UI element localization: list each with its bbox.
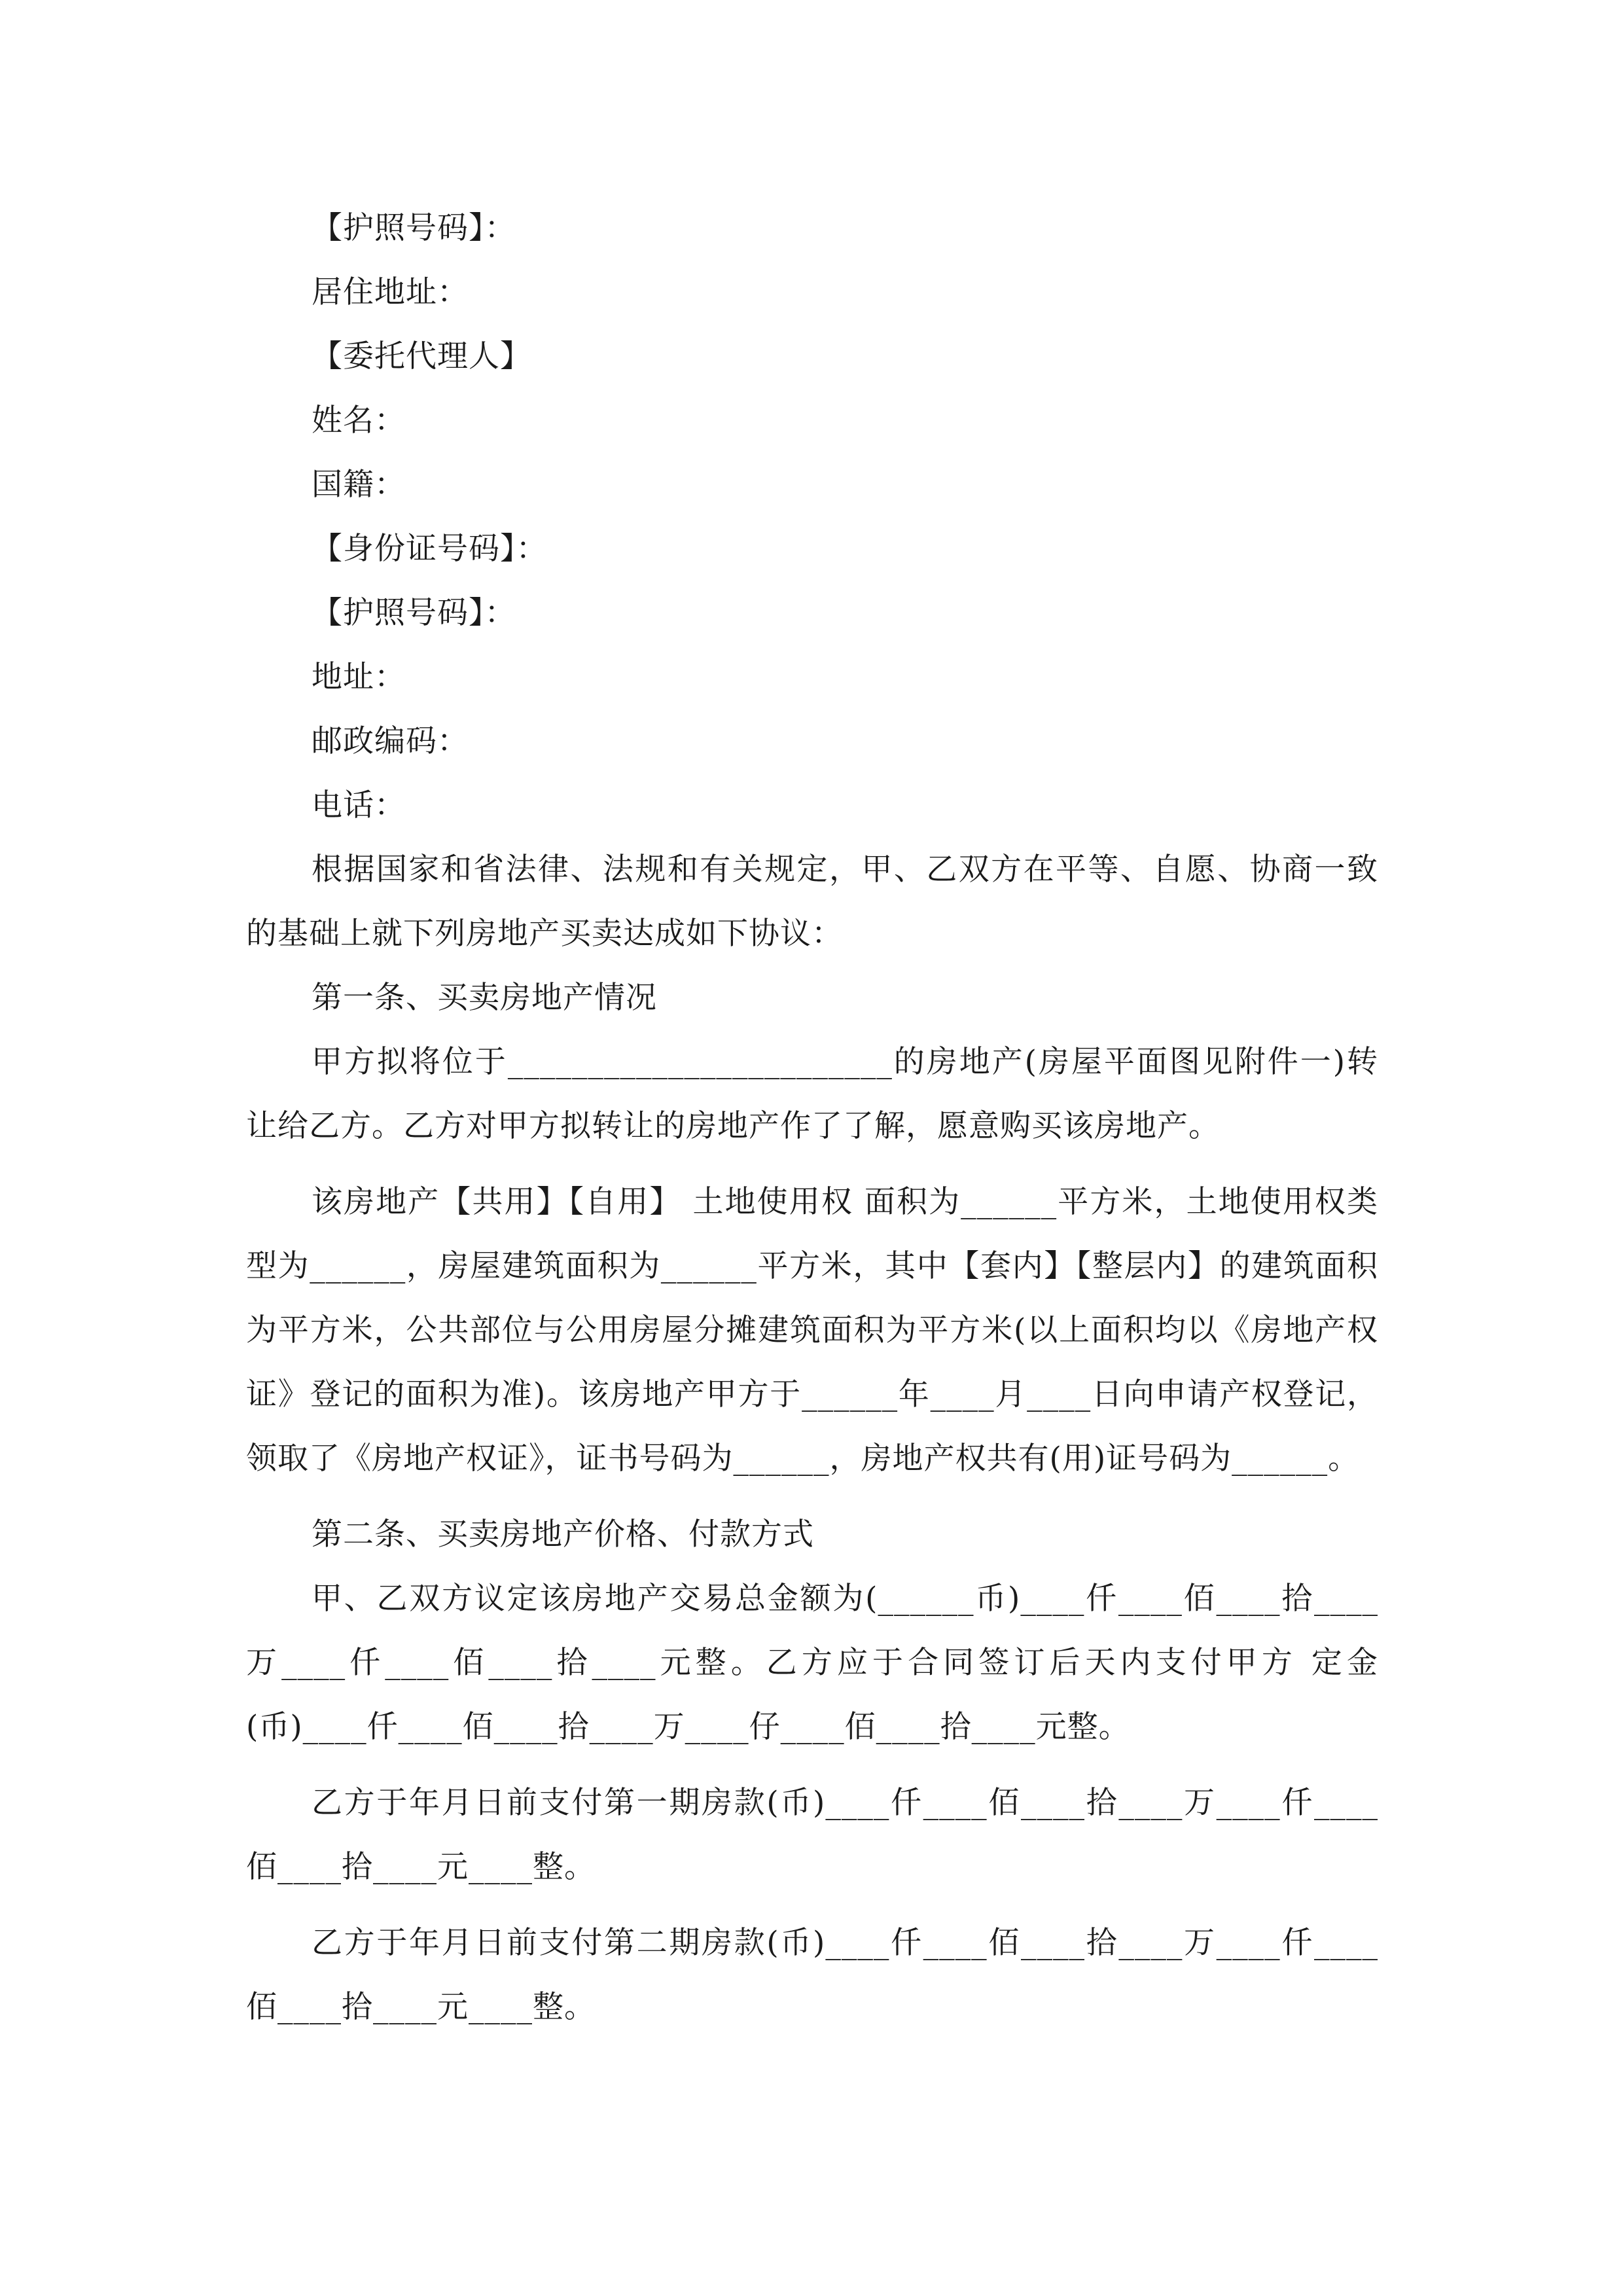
- intro-paragraph: 根据国家和省法律、法规和有关规定，甲、乙双方在平等、自愿、协商一致的基础上就下列房地产买卖达成如下协议：: [246, 852, 1378, 952]
- field-passport-number: 【护照号码】：: [312, 210, 516, 246]
- article2-heading: 第二条、买卖房地产价格、付款方式: [312, 1516, 814, 1552]
- field-nationality: 国籍：: [312, 467, 406, 503]
- article2-paragraph-3: 乙方于年月日前支付第二期房款(币)____仟____佰____拾____万____仟____佰____拾____元____整。: [246, 1925, 1378, 2025]
- field-agent-heading: 【委托代理人】: [312, 338, 531, 374]
- field-id-number: 【身份证号码】：: [312, 531, 548, 567]
- article1-paragraph-1: 甲方拟将位于________________________的房地产(房屋平面图见附件一)转让给乙方。乙方对甲方拟转让的房地产作了了解，愿意购买该房地产。: [246, 1044, 1378, 1144]
- field-phone: 电话：: [312, 787, 406, 823]
- field-residence-address: 居住地址：: [312, 274, 469, 310]
- document-body: [246, 196, 1378, 2039]
- field-address: 地址：: [312, 659, 406, 695]
- article1-heading: 第一条、买卖房地产情况: [312, 980, 657, 1016]
- article2-paragraph-2: 乙方于年月日前支付第一期房款(币)____仟____佰____拾____万____仟____佰____拾____元____整。: [246, 1785, 1378, 1885]
- article2-paragraph-1: 甲、乙双方议定该房地产交易总金额为(______币)____仟____佰____拾____万____仟____佰____拾____元整。乙方应于合同签订后天内支付甲方 定金(币)____仟____佰____拾____万____仔____佰____拾____元整。: [246, 1581, 1378, 1745]
- field-postal-code: 邮政编码：: [312, 723, 469, 759]
- article1-paragraph-2: 该房地产【共用】【自用】 土地使用权 面积为______平方米，土地使用权类型为______，房屋建筑面积为______平方米，其中【套内】【整层内】的建筑面积为平方米，公共部位与公用房屋分摊建筑面积为平方米(以上面积均以《房地产权证》登记的面积为准)。该房地产甲方于______年____月____日向申请产权登记，领取了《房地产权证》，证书号码为______，房地产权共有(用)证号码为______。: [246, 1184, 1378, 1477]
- field-name: 姓名：: [312, 403, 406, 439]
- field-agent-passport-number: 【护照号码】：: [312, 595, 516, 631]
